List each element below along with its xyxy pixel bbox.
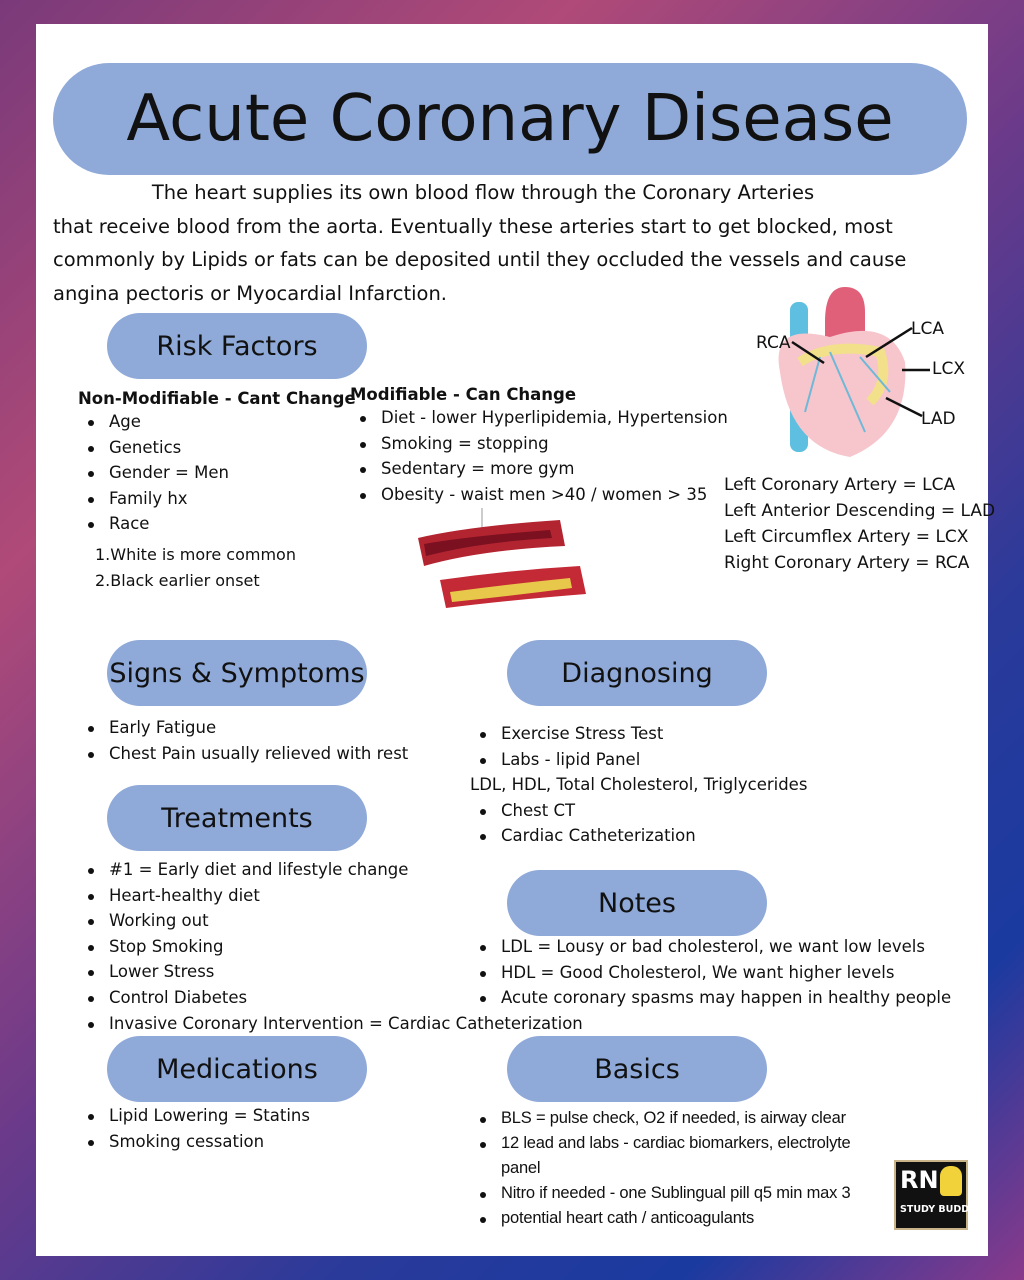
list-item: Chest Pain usually relieved with rest <box>36 741 408 767</box>
logo-study-buddy: STUDY BUDDY <box>900 1204 976 1215</box>
list-item: Early Fatigue <box>36 715 408 741</box>
heart-label-lca: LCA <box>911 319 944 339</box>
rn-study-buddy-logo <box>894 1160 976 1230</box>
medications-heading: Medications <box>107 1036 367 1102</box>
modifiable-label: Modifiable - Can Change <box>350 385 577 404</box>
list-item: Exercise Stress Test <box>428 721 807 747</box>
heart-label-lad: LAD <box>921 409 956 429</box>
labs-detail: LDL, HDL, Total Cholesterol, Triglycerides <box>470 775 808 795</box>
logo-rn: RN <box>900 1166 939 1194</box>
list-item: Heart-healthy diet <box>36 883 583 909</box>
list-item: 1.White is more common <box>95 545 296 564</box>
list-item-wrap: panel <box>501 1159 541 1177</box>
list-item: Cardiac Catheterization <box>428 823 807 849</box>
list-item: Chest CT <box>428 798 807 824</box>
list-item: Lipid Lowering = Statins <box>36 1103 310 1129</box>
artery-illustration <box>410 508 595 613</box>
notes-heading: Notes <box>507 870 767 936</box>
list-item: Smoking = stopping <box>308 431 728 457</box>
medications-list <box>36 1103 310 1154</box>
intro-rest: that receive blood from the aorta. Eventually these arteries start to get blocked, most commonly by Lipids or fats can be deposited until they occluded the vessels and cause angina pectoris or Myocardial Infarction. <box>53 214 907 305</box>
list-item: 12 lead and labs - cardiac biomarkers, electrolyte <box>428 1131 886 1156</box>
pencil-mascot-icon <box>940 1166 962 1196</box>
basics-heading: Basics <box>507 1036 767 1102</box>
list-item: Labs - lipid Panel <box>428 747 807 773</box>
non-modifiable-label: Non-Modifiable - Cant Change <box>78 389 356 408</box>
list-item: Age <box>0 409 356 435</box>
list-item: Smoking cessation <box>36 1129 310 1155</box>
heart-label-lcx: LCX <box>932 359 965 379</box>
treatments-heading: Treatments <box>107 785 367 851</box>
legend-item: Left Coronary Artery = LCA <box>724 475 956 495</box>
list-item: Obesity - waist men >40 / women > 35 <box>308 482 728 508</box>
modifiable-section <box>350 385 728 507</box>
notes-list <box>428 934 951 1011</box>
artery-legend <box>724 472 995 576</box>
heart-label-rca: RCA <box>756 333 791 353</box>
list-item: Stop Smoking <box>36 934 583 960</box>
list-item: Working out <box>36 908 583 934</box>
list-item: #1 = Early diet and lifestyle change <box>36 857 583 883</box>
legend-item: Left Anterior Descending = LAD <box>724 501 996 521</box>
list-item: Acute coronary spasms may happen in healthy people <box>428 985 951 1011</box>
race-sublist <box>95 542 296 594</box>
list-item: Control Diabetes <box>36 985 583 1011</box>
diagnosing-heading: Diagnosing <box>507 640 767 706</box>
list-item: Nitro if needed - one Sublingual pill q5 min max 3 <box>428 1181 886 1206</box>
basics-list <box>428 1106 886 1231</box>
list-item: potential heart cath / anticoagulants <box>428 1206 886 1231</box>
list-item: Diet - lower Hyperlipidemia, Hypertension <box>308 405 728 431</box>
list-item: 2.Black earlier onset <box>95 571 260 590</box>
diagnosing-list <box>428 721 807 849</box>
list-item: Gender = Men <box>0 460 356 486</box>
list-item: Genetics <box>0 435 356 461</box>
legend-item: Right Coronary Artery = RCA <box>724 553 970 573</box>
signs-symptoms-heading: Signs & Symptoms <box>107 640 367 706</box>
list-item: Family hx <box>0 486 356 512</box>
list-item: BLS = pulse check, O2 if needed, is airway clear <box>428 1106 886 1131</box>
risk-factors-heading: Risk Factors <box>107 313 367 379</box>
list-item: Sedentary = more gym <box>308 456 728 482</box>
list-item: Invasive Coronary Intervention = Cardiac Catheterization <box>36 1011 583 1037</box>
signs-list <box>36 715 408 766</box>
page-title: Acute Coronary Disease <box>53 63 967 175</box>
legend-item: Left Circumflex Artery = LCX <box>724 527 969 547</box>
list-item: HDL = Good Cholesterol, We want higher levels <box>428 960 951 986</box>
list-item: Lower Stress <box>36 959 583 985</box>
heart-arrows <box>780 320 930 430</box>
list-item: LDL = Lousy or bad cholesterol, we want low levels <box>428 934 951 960</box>
intro-line1: The heart supplies its own blood flow through the Coronary Arteries <box>151 181 815 204</box>
list-item: Race <box>0 511 356 537</box>
